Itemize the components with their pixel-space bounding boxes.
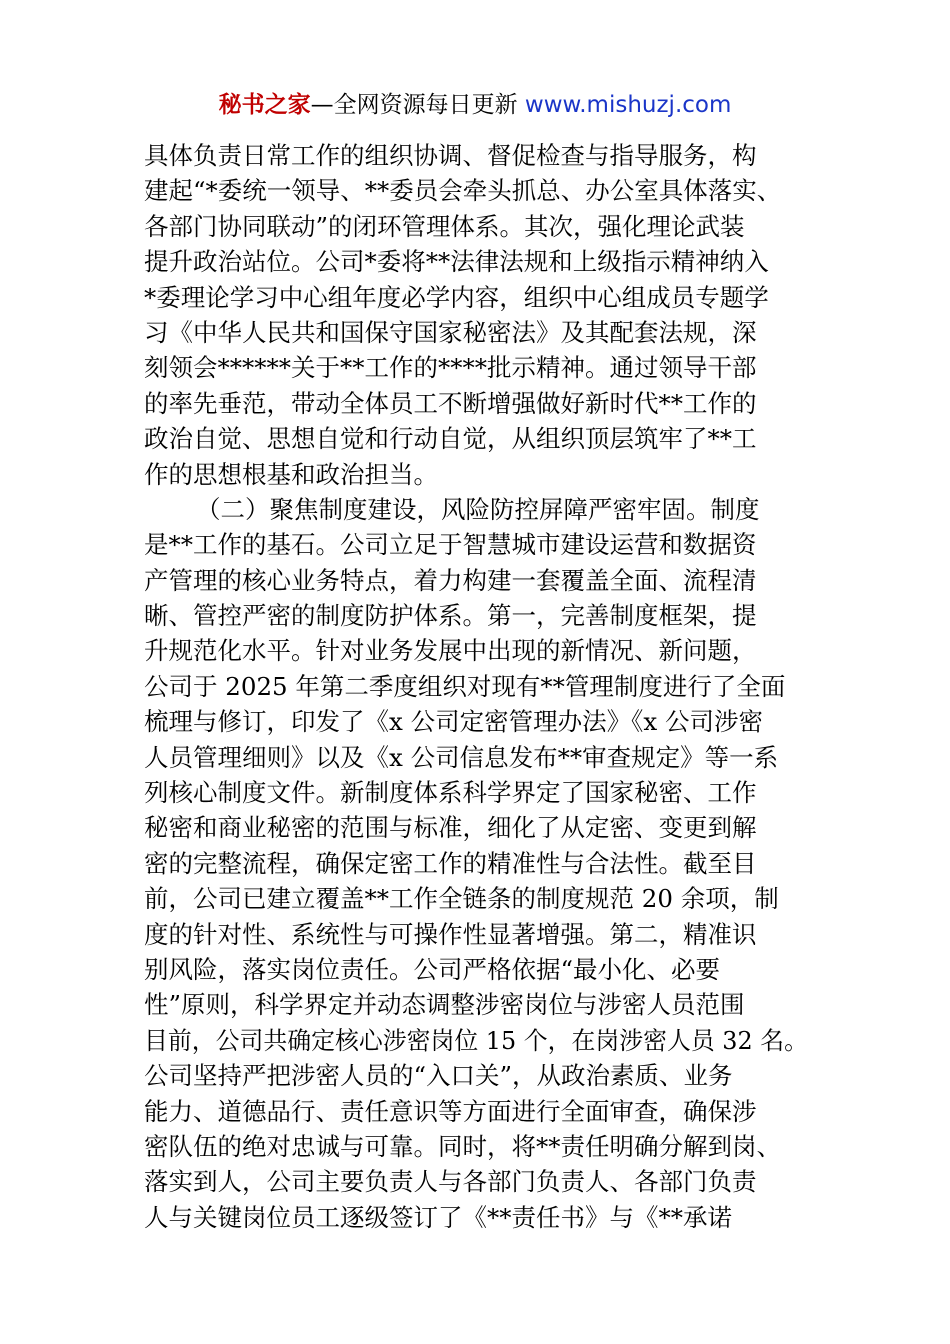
text-line: 公司坚持严把涉密人员的“入口关”，从政治素质、业务 — [144, 1061, 733, 1091]
text-line: 性”原则，科学界定并动态调整涉密岗位与涉密人员范围 — [144, 990, 745, 1020]
text-line: 列核心制度文件。新制度体系科学界定了国家秘密、工作 — [144, 778, 757, 808]
document-body — [144, 138, 808, 1235]
header-url-link[interactable]: www.mishuzj.com — [524, 92, 732, 118]
text-line: 具体负责日常工作的组织协调、督促检查与指导服务，构 — [144, 141, 757, 170]
text-line: 密队伍的绝对忠诚与可靠。同时，将**责任明确分解到岗、 — [144, 1131, 781, 1161]
text-line: *委理论学习中心组年度必学内容，组织中心组成员专题学 — [144, 282, 769, 312]
text-line: 建起“*委统一领导、**委员会牵头抓总、办公室具体落实、 — [144, 176, 782, 206]
text-line: 是**工作的基石。公司立足于智慧城市建设运营和数据资 — [144, 530, 757, 560]
text-line: 人与关键岗位员工逐级签订了《**责任书》与《**承诺 — [144, 1202, 732, 1232]
text-line: 密的完整流程，确保定密工作的精准性与合法性。截至目 — [144, 848, 757, 878]
brand-name: 秘书之家 — [218, 92, 311, 118]
text-line: 的率先垂范，带动全体员工不断增强做好新时代**工作的 — [144, 388, 757, 418]
text-line: 习《中华人民共和国保守国家秘密法》及其配套法规，深 — [144, 317, 757, 347]
section-heading-line: （二）聚焦制度建设，风险防控屏障严密牢固。制度 — [196, 494, 760, 524]
text-line: 能力、道德品行、责任意识等方面进行全面审查，确保涉 — [144, 1096, 757, 1126]
text-line: 前，公司已建立覆盖**工作全链条的制度规范 20 余项，制 — [144, 884, 779, 914]
text-line: 落实到人，公司主要负责人与各部门负责人、各部门负责 — [144, 1167, 757, 1197]
text-line: 目前，公司共确定核心涉密岗位 15 个，在岗涉密人员 32 名。 — [144, 1025, 808, 1055]
text-line: 各部门协同联动”的闭环管理体系。其次，强化理论武装 — [144, 211, 745, 241]
text-line: 别风险，落实岗位责任。公司严格依据“最小化、必要 — [144, 954, 721, 984]
header-slogan: —全网资源每日更新 — [310, 92, 525, 118]
text-line: 公司于 2025 年第二季度组织对现有**管理制度进行了全面 — [144, 671, 786, 701]
text-line: 刻领会******关于**工作的****批示精神。通过领导干部 — [144, 353, 757, 383]
page-header — [0, 88, 950, 122]
text-line: 升规范化水平。针对业务发展中出现的新情况、新问题， — [144, 636, 757, 666]
text-line: 秘密和商业秘密的范围与标准，细化了从定密、变更到解 — [144, 813, 757, 843]
text-line: 人员管理细则》以及《x 公司信息发布**审查规定》等一系 — [144, 742, 779, 772]
text-line: 政治自觉、思想自觉和行动自觉，从组织顶层筑牢了**工 — [144, 424, 757, 454]
text-line: 梳理与修订，印发了《x 公司定密管理办法》《x 公司涉密 — [144, 707, 763, 737]
text-line: 产管理的核心业务特点，着力构建一套覆盖全面、流程清 — [144, 565, 757, 595]
text-line: 作的思想根基和政治担当。 — [144, 459, 438, 489]
text-line: 晰、管控严密的制度防护体系。第一，完善制度框架，提 — [144, 601, 757, 631]
text-line: 度的针对性、系统性与可操作性显著增强。第二，精准识 — [144, 919, 757, 949]
text-line: 提升政治站位。公司*委将**法律法规和上级指示精神纳入 — [144, 247, 769, 277]
